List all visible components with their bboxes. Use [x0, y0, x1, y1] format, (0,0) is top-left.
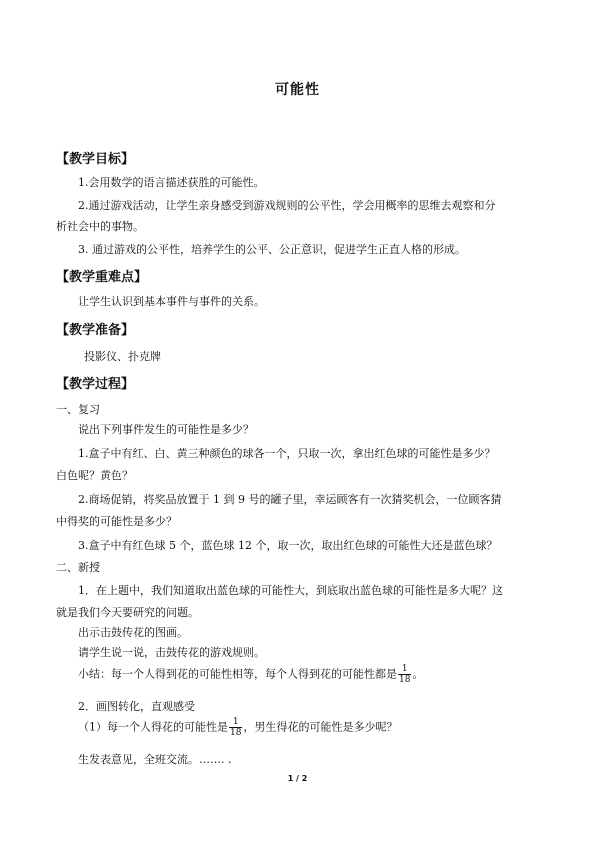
summary-end: 。	[412, 667, 424, 681]
review-item: 中得奖的可能性是多少？	[56, 515, 177, 528]
fraction	[398, 664, 411, 685]
review-item: 3.盒子中有红色球 5 个，蓝色球 12 个，取一次，取出红色球的可能性大还是蓝色球？	[78, 539, 498, 552]
summary-line	[78, 664, 423, 685]
page-title: 可能性	[275, 82, 320, 98]
key-point-item: 让学生认识到基本事件与事件的关系。	[78, 295, 265, 308]
goal-item: 1.会用数学的语言描述获胜的可能性。	[78, 176, 265, 189]
fraction-denominator: 18	[230, 728, 242, 738]
step2-question	[78, 717, 397, 738]
goal-item: 析社会中的事物。	[56, 220, 144, 233]
review-intro: 说出下列事件发生的可能性是多少？	[78, 423, 254, 436]
review-item: 白色呢？黄色？	[56, 469, 133, 482]
goal-item: 2.通过游戏活动，让学生亲身感受到游戏规则的公平性，学会用概率的思维去观察和分	[78, 199, 496, 212]
review-item: 2.商场促销，将奖品放置于 1 到 9 号的罐子里，幸运顾客有一次猜奖机会，一位顾客猜	[78, 493, 502, 506]
review-title: 一、复习	[56, 403, 100, 416]
question-end: ，男生得花的可能性是多少呢？	[243, 720, 398, 734]
new-item: 1．在上题中，我们知道取出蓝色球的可能性大，到底取出蓝色球的可能性是多大呢？这	[78, 584, 503, 597]
heading-goals: 【教学目标】	[56, 152, 135, 167]
fraction	[229, 717, 242, 738]
heading-process: 【教学过程】	[56, 377, 135, 392]
new-item: 请学生说一说，击鼓传花的游戏规则。	[78, 646, 265, 659]
question-text: （1）每一个人得花的可能性是	[78, 720, 228, 734]
goal-item: 3. 通过游戏的公平性，培养学生的公平、公正意识，促进学生正直人格的形成。	[78, 243, 466, 256]
heading-preparation: 【教学准备】	[56, 323, 135, 338]
heading-key-points: 【教学重难点】	[56, 270, 148, 285]
preparation-item: 投影仪、扑克牌	[84, 350, 161, 363]
new-item: 出示击鼓传花的图画。	[78, 626, 188, 639]
summary-text: 小结：每一个人得到花的可能性相等，每个人得到花的可能性都是	[78, 667, 397, 681]
review-item: 1.盒子中有红、白、黄三种颜色的球各一个，只取一次，拿出红色球的可能性是多少？	[78, 447, 496, 460]
fraction-numerator: 1	[401, 664, 408, 674]
step2-title: 2．画图转化，直观感受	[78, 700, 195, 713]
new-item: 就是我们今天要研究的问题。	[56, 606, 199, 619]
page-number: 1 / 2	[287, 774, 308, 783]
fraction-numerator: 1	[232, 717, 239, 727]
fraction-denominator: 18	[399, 675, 411, 685]
new-title: 二、新授	[56, 561, 100, 574]
discussion-line: 生发表意见，全班交流。……. .	[78, 753, 232, 766]
